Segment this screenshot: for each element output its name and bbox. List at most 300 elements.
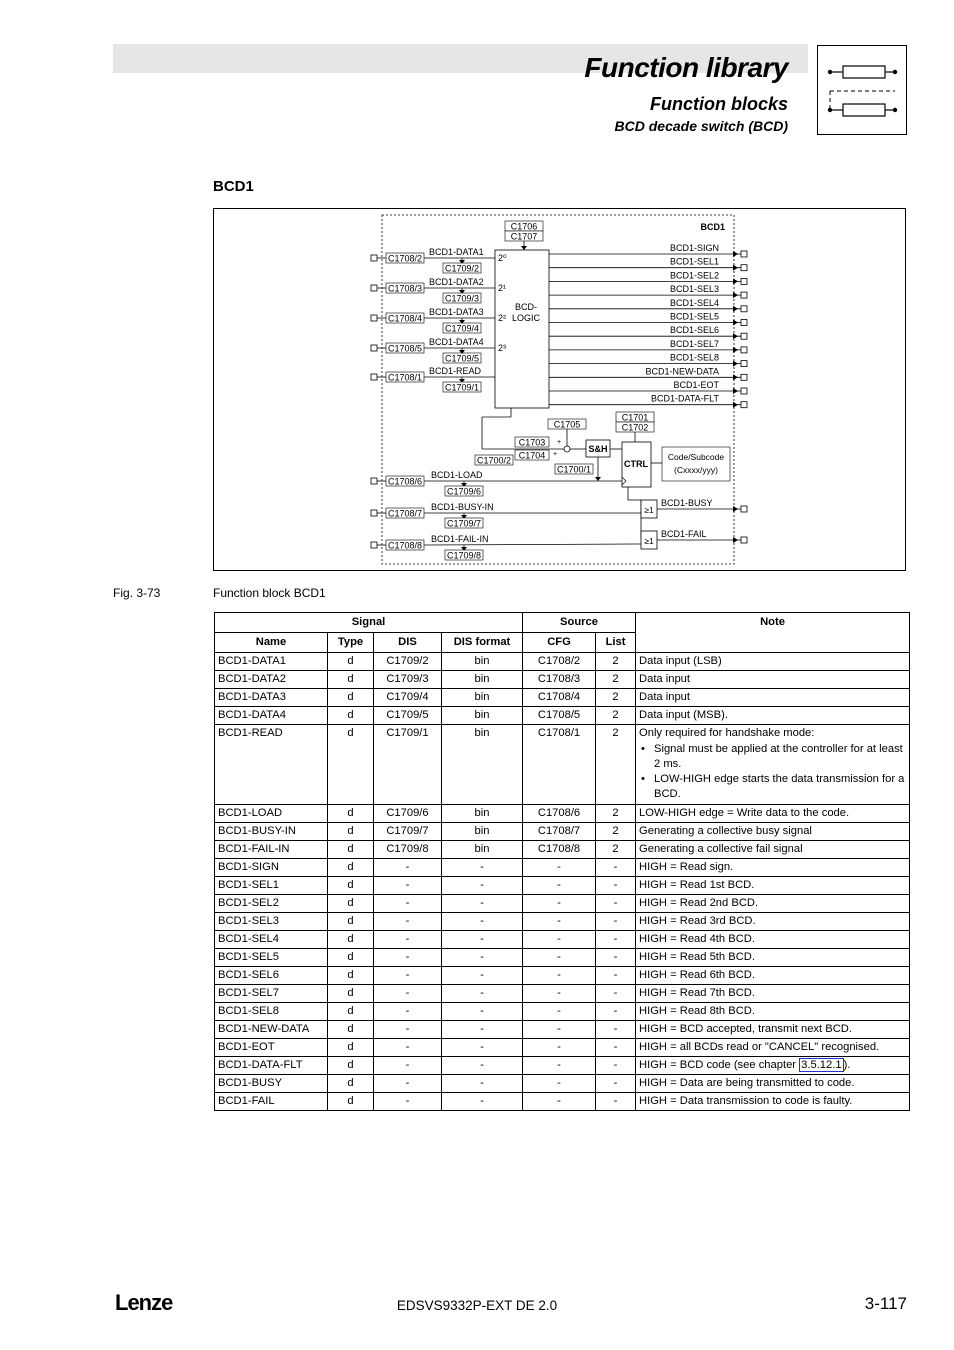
cell-name: BCD1-SEL5 xyxy=(215,949,328,967)
note-text: Generating a collective fail signal xyxy=(639,843,803,855)
cell-name: BCD1-SEL4 xyxy=(215,931,328,949)
input-cfg-code: C1708/7 xyxy=(387,508,423,519)
note-bullet: • LOW-HIGH edge starts the data transmission for a BCD. xyxy=(654,772,906,802)
page-number: 3-117 xyxy=(864,1294,907,1313)
cell-name: BCD1-EOT xyxy=(215,1039,328,1057)
input-signal-name: BCD1-DATA3 xyxy=(429,307,484,317)
page-subtitle: Function blocks xyxy=(649,94,788,114)
function-block-icon xyxy=(817,45,907,135)
code-c1702: C1702 xyxy=(621,422,649,433)
cell-cfg: C1708/1 xyxy=(523,725,596,805)
note-text: HIGH = Data are being transmitted to code. xyxy=(639,1077,855,1089)
cell-list: 2 xyxy=(596,841,636,859)
cell-note xyxy=(636,859,910,877)
output-port xyxy=(741,320,747,326)
cell-list: 2 xyxy=(596,805,636,823)
output-signal-name: BCD1-SEL1 xyxy=(669,256,719,267)
cell-name: BCD1-DATA-FLT xyxy=(215,1057,328,1075)
cell-cfg: - xyxy=(523,931,596,949)
code-c1706: C1706 xyxy=(510,221,538,232)
cell-cfg: - xyxy=(523,913,596,931)
table-row xyxy=(215,1075,910,1093)
cell-type: d xyxy=(328,895,374,913)
cell-type: d xyxy=(328,877,374,895)
output-port xyxy=(741,278,747,284)
input-signal-name: BCD1-DATA2 xyxy=(429,277,484,287)
output-signal-name: BCD1-SEL3 xyxy=(669,284,719,295)
cell-list: 2 xyxy=(596,823,636,841)
output-signal-name: BCD1-EOT xyxy=(673,380,719,390)
cell-fmt: bin xyxy=(442,689,523,707)
cell-list: - xyxy=(596,1021,636,1039)
cell-name: BCD1-SEL2 xyxy=(215,895,328,913)
note-text: HIGH = Read 6th BCD. xyxy=(639,969,755,981)
cell-dis: - xyxy=(374,1075,442,1093)
block-name: BCD1 xyxy=(700,222,725,232)
cell-fmt: - xyxy=(442,1021,523,1039)
input-port xyxy=(371,315,377,321)
output-port xyxy=(741,265,747,271)
output-port xyxy=(741,292,747,298)
table-row xyxy=(215,859,910,877)
cell-dis: - xyxy=(374,985,442,1003)
cell-note xyxy=(636,707,910,725)
table-row xyxy=(215,823,910,841)
table-row xyxy=(215,1021,910,1039)
input-signal-name: BCD1-DATA1 xyxy=(429,247,484,257)
table-row xyxy=(215,707,910,725)
table-row xyxy=(215,725,910,805)
cell-cfg: - xyxy=(523,949,596,967)
table-row xyxy=(215,1093,910,1111)
cell-note xyxy=(636,1039,910,1057)
cell-fmt: bin xyxy=(442,671,523,689)
cell-type: d xyxy=(328,805,374,823)
cell-dis: - xyxy=(374,1093,442,1111)
cell-dis: C1709/6 xyxy=(374,805,442,823)
cell-note xyxy=(636,1057,910,1075)
cell-note xyxy=(636,913,910,931)
input-cfg-code: C1708/5 xyxy=(387,343,423,354)
cell-list: 2 xyxy=(596,689,636,707)
cell-cfg: - xyxy=(523,895,596,913)
cell-dis: C1709/2 xyxy=(374,653,442,671)
cell-dis: C1709/8 xyxy=(374,841,442,859)
output-port xyxy=(741,306,747,312)
note-text: HIGH = Read 1st BCD. xyxy=(639,879,755,891)
note-text: HIGH = Read 8th BCD. xyxy=(639,1005,755,1017)
cell-list: - xyxy=(596,949,636,967)
cell-note xyxy=(636,689,910,707)
input-bit-weight: 2⁰ xyxy=(498,253,507,263)
input-dis-code: C1709/3 xyxy=(444,293,480,304)
cell-type: d xyxy=(328,671,374,689)
input-port xyxy=(371,345,377,351)
note-bullet-list xyxy=(639,742,906,802)
cell-cfg: C1708/5 xyxy=(523,707,596,725)
or-label-busy: ≥1 xyxy=(644,505,654,515)
page-subsubtitle: BCD decade switch (BCD) xyxy=(614,118,788,134)
cell-cfg: - xyxy=(523,1003,596,1021)
note-text: Generating a collective busy signal xyxy=(639,825,812,837)
cell-dis: - xyxy=(374,967,442,985)
note-text: Only required for handshake mode: xyxy=(639,727,815,739)
output-port xyxy=(741,388,747,394)
code-c1707: C1707 xyxy=(510,231,538,242)
logic-label-1: BCD- xyxy=(515,302,537,312)
cell-name: BCD1-DATA2 xyxy=(215,671,328,689)
cell-cfg: C1708/8 xyxy=(523,841,596,859)
output-signal-name: BCD1-SEL8 xyxy=(669,352,719,363)
cell-name: BCD1-SEL3 xyxy=(215,913,328,931)
cell-list: - xyxy=(596,1039,636,1057)
table-row xyxy=(215,1057,910,1075)
cell-type: d xyxy=(328,1021,374,1039)
output-signal-name: BCD1-DATA-FLT xyxy=(650,393,719,404)
input-port xyxy=(371,285,377,291)
note-text: HIGH = Read 4th BCD. xyxy=(639,933,755,945)
cell-cfg: - xyxy=(523,1075,596,1093)
cell-type: d xyxy=(328,725,374,805)
cell-fmt: - xyxy=(442,1003,523,1021)
cell-fmt: - xyxy=(442,895,523,913)
output-signal-name: BCD1-SEL4 xyxy=(669,297,719,308)
input-cfg-code: C1708/1 xyxy=(387,372,423,383)
cell-dis: - xyxy=(374,1057,442,1075)
output-signal-name: BCD1-NEW-DATA xyxy=(645,366,719,377)
cell-cfg: - xyxy=(523,877,596,895)
page-title: Function library xyxy=(584,52,788,83)
output-port xyxy=(741,361,747,367)
output-port-fail xyxy=(741,537,747,543)
cell-dis: - xyxy=(374,1039,442,1057)
input-cfg-code: C1708/8 xyxy=(387,540,423,551)
cell-name: BCD1-FAIL-IN xyxy=(215,841,328,859)
table-row xyxy=(215,913,910,931)
cell-type: d xyxy=(328,859,374,877)
cell-type: d xyxy=(328,1075,374,1093)
column-header-note: Note xyxy=(636,613,910,653)
code-c1701: C1701 xyxy=(621,412,649,423)
cell-fmt: - xyxy=(442,1093,523,1111)
cell-note xyxy=(636,967,910,985)
input-signal-name: BCD1-LOAD xyxy=(431,470,483,480)
figure-number: Fig. 3-73 xyxy=(113,586,161,600)
input-dis-code: C1709/8 xyxy=(446,550,482,561)
cell-list: - xyxy=(596,859,636,877)
summing-junction xyxy=(564,446,570,452)
table-row xyxy=(215,877,910,895)
cell-name: BCD1-DATA4 xyxy=(215,707,328,725)
cell-dis: - xyxy=(374,1003,442,1021)
cell-fmt: bin xyxy=(442,653,523,671)
output-signal-name: BCD1-SIGN xyxy=(669,243,719,253)
cell-fmt: - xyxy=(442,859,523,877)
input-cfg-code: C1708/3 xyxy=(387,283,423,294)
note-text: HIGH = Read 7th BCD. xyxy=(639,987,755,999)
table-row xyxy=(215,895,910,913)
output-signal-name: BCD1-SEL7 xyxy=(669,338,719,349)
cell-fmt: - xyxy=(442,1057,523,1075)
cell-note xyxy=(636,823,910,841)
cell-list: 2 xyxy=(596,671,636,689)
cell-note xyxy=(636,841,910,859)
table-row xyxy=(215,949,910,967)
cell-dis: - xyxy=(374,1021,442,1039)
code-subcode-label-1: Code/Subcode xyxy=(667,452,725,462)
function-block-diagram xyxy=(213,208,906,571)
output-signal-name: BCD1-SEL6 xyxy=(669,325,719,336)
cell-cfg: C1708/4 xyxy=(523,689,596,707)
cell-list: - xyxy=(596,895,636,913)
cell-list: - xyxy=(596,985,636,1003)
input-bit-weight: 2² xyxy=(498,313,507,323)
cell-type: d xyxy=(328,707,374,725)
input-cfg-code: C1708/6 xyxy=(387,476,423,487)
code-subcode-label-2: (Cxxxx/yyy) xyxy=(674,465,718,475)
cell-cfg: C1708/3 xyxy=(523,671,596,689)
note-text: LOW-HIGH edge = Write data to the code. xyxy=(639,807,850,819)
or-label-fail: ≥1 xyxy=(644,536,654,546)
cell-type: d xyxy=(328,1003,374,1021)
cell-fmt: - xyxy=(442,1075,523,1093)
plus-sign-2: + xyxy=(553,451,558,458)
cell-dis: C1709/4 xyxy=(374,689,442,707)
cell-list: - xyxy=(596,1057,636,1075)
note-bullet: • Signal must be applied at the controller for at least 2 ms. xyxy=(654,742,906,772)
column-header-cfg: CFG xyxy=(523,633,596,653)
cell-note xyxy=(636,653,910,671)
column-header-name: Name xyxy=(215,633,328,653)
cell-note xyxy=(636,1093,910,1111)
note-text-end: ). xyxy=(843,1059,851,1071)
diagram-inputs xyxy=(371,247,507,393)
column-header-type: Type xyxy=(328,633,374,653)
cell-fmt: bin xyxy=(442,707,523,725)
cell-cfg: C1708/6 xyxy=(523,805,596,823)
cell-fmt: - xyxy=(442,931,523,949)
diagram-lower-inputs xyxy=(371,470,641,561)
cell-cfg: - xyxy=(523,1021,596,1039)
cell-dis: C1709/5 xyxy=(374,707,442,725)
note-text: HIGH = Read 3rd BCD. xyxy=(639,915,756,927)
output-bcd1-busy: BCD1-BUSY xyxy=(661,498,713,508)
input-dis-code: C1709/6 xyxy=(446,486,482,497)
table-row xyxy=(215,931,910,949)
cell-name: BCD1-BUSY-IN xyxy=(215,823,328,841)
cell-note xyxy=(636,805,910,823)
cell-cfg: C1708/2 xyxy=(523,653,596,671)
column-header-list: List xyxy=(596,633,636,653)
sh-label: S&H xyxy=(588,444,608,454)
cell-type: d xyxy=(328,985,374,1003)
column-header-dis-format: DIS format xyxy=(442,633,523,653)
input-port xyxy=(371,542,377,548)
cell-fmt: - xyxy=(442,1039,523,1057)
table-row xyxy=(215,1003,910,1021)
cell-list: 2 xyxy=(596,725,636,805)
chapter-link[interactable]: 3.5.12.1 xyxy=(801,1059,842,1071)
input-port xyxy=(371,255,377,261)
input-bit-weight: 2¹ xyxy=(498,283,507,293)
cell-list: 2 xyxy=(596,653,636,671)
input-port xyxy=(371,478,377,484)
cell-fmt: bin xyxy=(442,805,523,823)
cell-dis: - xyxy=(374,877,442,895)
cell-fmt: bin xyxy=(442,823,523,841)
logic-label-2: LOGIC xyxy=(511,313,541,323)
cell-list: - xyxy=(596,877,636,895)
group-header-source: Source xyxy=(523,613,636,633)
plus-sign-1: + xyxy=(557,439,562,446)
input-port xyxy=(371,374,377,380)
cell-name: BCD1-DATA1 xyxy=(215,653,328,671)
cell-cfg: - xyxy=(523,1057,596,1075)
section-title: BCD1 xyxy=(213,178,254,195)
note-text: HIGH = BCD accepted, transmit next BCD. xyxy=(639,1023,852,1035)
table-row xyxy=(215,671,910,689)
cell-note xyxy=(636,1021,910,1039)
cell-note xyxy=(636,949,910,967)
input-signal-name: BCD1-FAIL-IN xyxy=(431,534,489,544)
cell-list: - xyxy=(596,967,636,985)
code-c1700-2: C1700/2 xyxy=(476,455,512,466)
cell-name: BCD1-SEL8 xyxy=(215,1003,328,1021)
code-c1705: C1705 xyxy=(553,419,581,430)
cell-dis: - xyxy=(374,931,442,949)
input-signal-name: BCD1-READ xyxy=(429,366,482,376)
input-signal-name: BCD1-BUSY-IN xyxy=(431,502,494,512)
cell-dis: C1709/7 xyxy=(374,823,442,841)
cell-note xyxy=(636,895,910,913)
cell-name: BCD1-BUSY xyxy=(215,1075,328,1093)
table-row xyxy=(215,1039,910,1057)
cell-name: BCD1-LOAD xyxy=(215,805,328,823)
cell-type: d xyxy=(328,1057,374,1075)
cell-name: BCD1-READ xyxy=(215,725,328,805)
cell-name: BCD1-NEW-DATA xyxy=(215,1021,328,1039)
table-row xyxy=(215,841,910,859)
cell-dis: - xyxy=(374,859,442,877)
input-cfg-code: C1708/2 xyxy=(387,253,423,264)
cell-list: - xyxy=(596,931,636,949)
cell-note xyxy=(636,671,910,689)
cell-note xyxy=(636,877,910,895)
cell-name: BCD1-SIGN xyxy=(215,859,328,877)
note-text: HIGH = all BCDs read or "CANCEL" recognised. xyxy=(639,1041,880,1053)
output-port xyxy=(741,347,747,353)
input-dis-code: C1709/2 xyxy=(444,263,480,274)
cell-name: BCD1-DATA3 xyxy=(215,689,328,707)
cell-name: BCD1-FAIL xyxy=(215,1093,328,1111)
cell-type: d xyxy=(328,823,374,841)
cell-dis: C1709/3 xyxy=(374,671,442,689)
output-port xyxy=(741,251,747,257)
cell-note xyxy=(636,1003,910,1021)
cell-note xyxy=(636,985,910,1003)
group-header-signal: Signal xyxy=(215,613,523,633)
cell-type: d xyxy=(328,1093,374,1111)
figure-caption: Function block BCD1 xyxy=(213,586,326,600)
cell-type: d xyxy=(328,931,374,949)
bcd-logic-box xyxy=(495,250,549,408)
ctrl-label: CTRL xyxy=(624,459,648,469)
output-port xyxy=(741,402,747,408)
note-text: HIGH = Read sign. xyxy=(639,861,734,873)
cell-name: BCD1-SEL7 xyxy=(215,985,328,1003)
code-c1700-1: C1700/1 xyxy=(556,464,592,475)
input-dis-code: C1709/7 xyxy=(446,518,482,529)
cell-type: d xyxy=(328,689,374,707)
document-id: EDSVS9332P-EXT DE 2.0 xyxy=(396,1298,558,1313)
cell-list: - xyxy=(596,913,636,931)
table-row xyxy=(215,805,910,823)
cell-fmt: bin xyxy=(442,725,523,805)
code-c1704: C1704 xyxy=(518,450,546,461)
note-text: Data input xyxy=(639,691,691,703)
cell-cfg: - xyxy=(523,985,596,1003)
cell-fmt: - xyxy=(442,949,523,967)
output-signal-name: BCD1-SEL2 xyxy=(669,270,719,281)
cell-cfg: - xyxy=(523,1039,596,1057)
input-signal-name: BCD1-DATA4 xyxy=(429,337,484,347)
column-header-dis: DIS xyxy=(374,633,442,653)
cell-cfg: - xyxy=(523,1093,596,1111)
output-port-busy xyxy=(741,506,747,512)
lenze-logo: Lenze xyxy=(115,1290,173,1315)
input-cfg-code: C1708/4 xyxy=(387,313,423,324)
output-port xyxy=(741,374,747,380)
cell-fmt: - xyxy=(442,985,523,1003)
note-text: HIGH = Read 2nd BCD. xyxy=(639,897,759,909)
table-row xyxy=(215,653,910,671)
table-row xyxy=(215,967,910,985)
cell-type: d xyxy=(328,967,374,985)
cell-dis: - xyxy=(374,913,442,931)
input-dis-code: C1709/5 xyxy=(444,353,480,364)
cell-cfg: - xyxy=(523,967,596,985)
cell-fmt: bin xyxy=(442,841,523,859)
cell-fmt: - xyxy=(442,913,523,931)
input-dis-code: C1709/1 xyxy=(444,382,480,393)
cell-list: - xyxy=(596,1003,636,1021)
output-bcd1-fail: BCD1-FAIL xyxy=(661,529,707,539)
cell-list: - xyxy=(596,1075,636,1093)
cell-name: BCD1-SEL1 xyxy=(215,877,328,895)
cell-note xyxy=(636,931,910,949)
cell-dis: - xyxy=(374,895,442,913)
note-text: HIGH = Read 5th BCD. xyxy=(639,951,755,963)
cell-type: d xyxy=(328,653,374,671)
diagram-outputs xyxy=(549,243,747,408)
cell-type: d xyxy=(328,913,374,931)
cell-dis: - xyxy=(374,949,442,967)
note-text: Data input (MSB). xyxy=(639,709,728,721)
cell-list: - xyxy=(596,1093,636,1111)
cell-list: 2 xyxy=(596,707,636,725)
cell-fmt: - xyxy=(442,967,523,985)
cell-type: d xyxy=(328,1039,374,1057)
cell-dis: C1709/1 xyxy=(374,725,442,805)
input-bit-weight: 2³ xyxy=(498,343,507,353)
cell-name: BCD1-SEL6 xyxy=(215,967,328,985)
cell-cfg: - xyxy=(523,859,596,877)
signal-table xyxy=(214,612,910,1111)
note-text: HIGH = BCD code (see chapter xyxy=(639,1059,797,1071)
input-dis-code: C1709/4 xyxy=(444,323,480,334)
note-text: Data input (LSB) xyxy=(639,655,722,667)
input-port xyxy=(371,510,377,516)
